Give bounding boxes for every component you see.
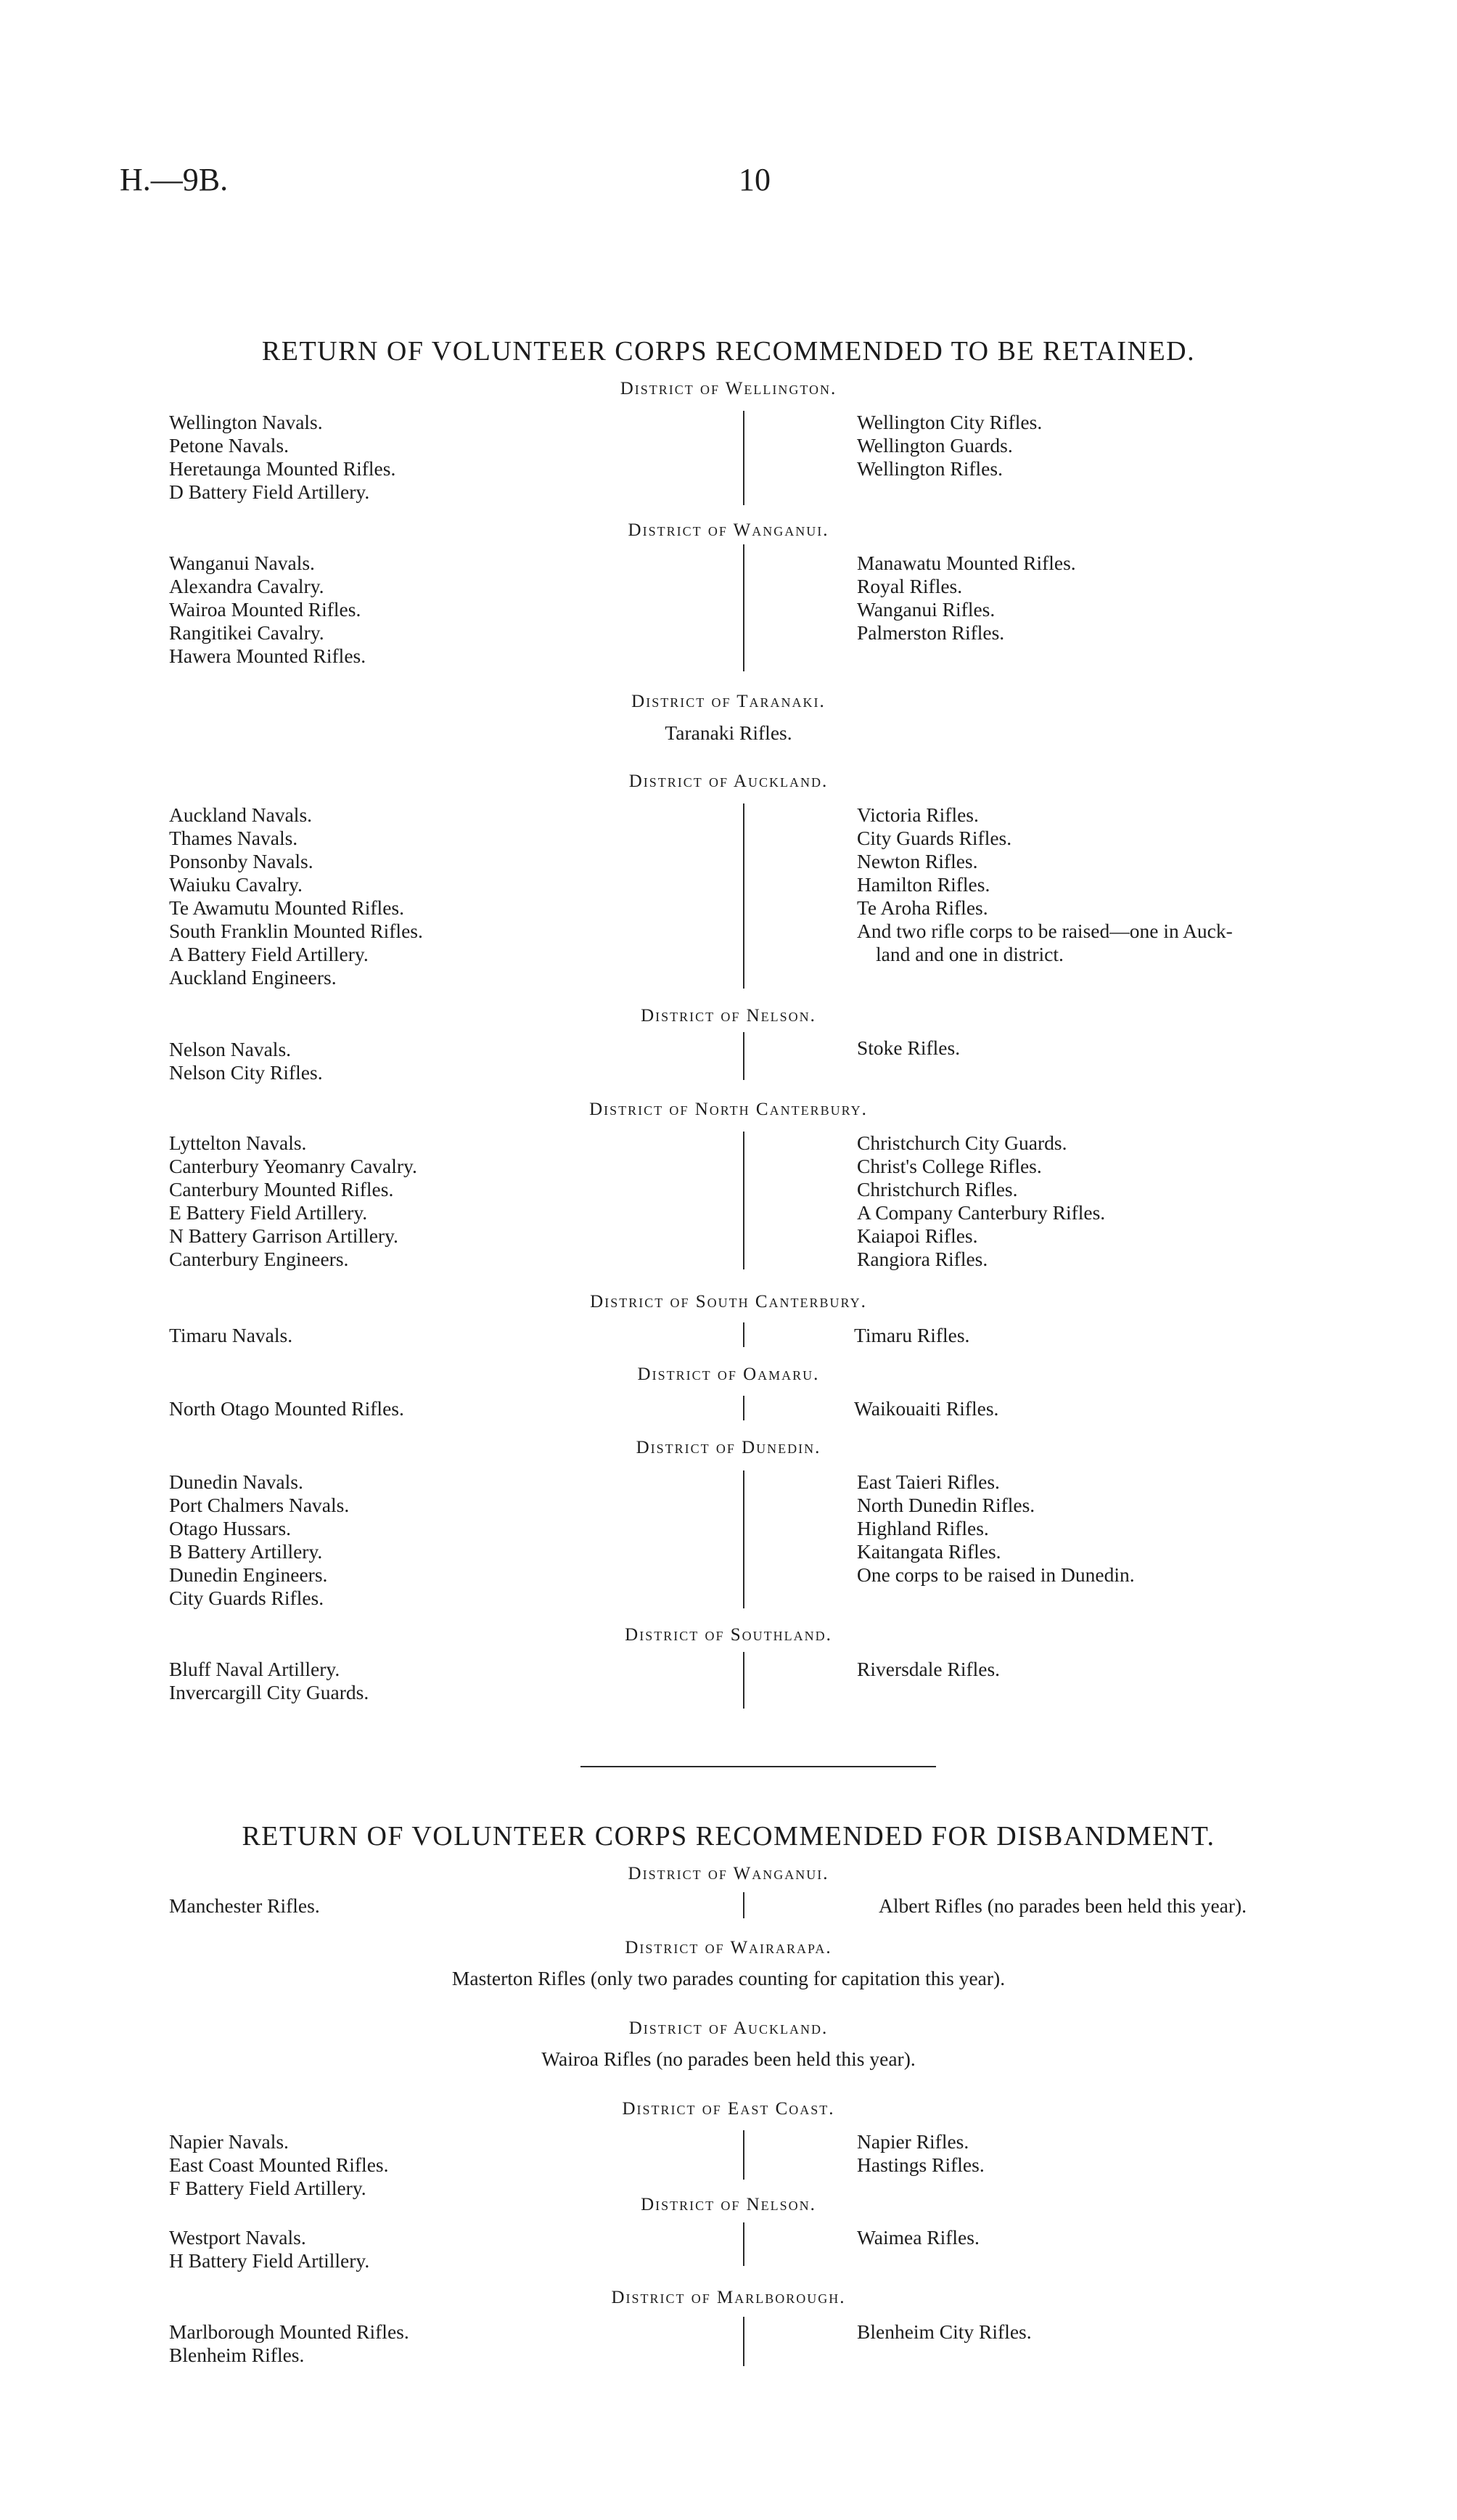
list-item: Wellington City Rifles. xyxy=(857,411,1043,433)
list-item: Te Awamutu Mounted Rifles. xyxy=(169,896,404,919)
list-item: Nelson City Rifles. xyxy=(169,1061,323,1084)
list-item: Lyttelton Navals. xyxy=(169,1132,307,1154)
district-heading-wellington: District of Wellington. xyxy=(620,379,837,398)
list-item: N Battery Garrison Artillery. xyxy=(169,1224,398,1247)
district-wanganui-disband-right-list xyxy=(879,1894,1247,1918)
district-auckland-right-list xyxy=(857,803,1233,966)
district-taranaki-entry: Taranaki Rifles. xyxy=(665,721,792,744)
list-item: Wellington Navals. xyxy=(169,411,323,433)
list-item: Rangiora Rifles. xyxy=(857,1248,988,1270)
list-item: One corps to be raised in Dunedin. xyxy=(857,1563,1135,1586)
list-item: Manchester Rifles. xyxy=(169,1894,320,1917)
list-item: Christchurch Rifles. xyxy=(857,1178,1018,1200)
list-item: Christchurch City Guards. xyxy=(857,1132,1067,1154)
section-separator xyxy=(580,1766,936,1767)
district-marlborough-right-list xyxy=(857,2320,1032,2344)
list-item: Riversdale Rifles. xyxy=(857,1658,1001,1680)
district-heading-oamaru: District of Oamaru. xyxy=(637,1365,820,1384)
section-title-retained: RETURN OF VOLUNTEER CORPS RECOMMENDED TO BE RETAINED. xyxy=(261,336,1196,367)
list-item: Timaru Navals. xyxy=(169,1324,293,1346)
district-south-canterbury-left-list xyxy=(169,1324,292,1347)
district-wairarapa-entry: Masterton Rifles (only two parades counting for capitation this year). xyxy=(451,1967,1006,1989)
list-item: Canterbury Engineers. xyxy=(169,1248,349,1270)
list-item: land and one in district. xyxy=(876,943,1064,965)
list-item: South Franklin Mounted Rifles. xyxy=(169,920,423,942)
district-heading-east-coast: District of East Coast. xyxy=(622,2099,835,2119)
list-item: Blenheim Rifles. xyxy=(169,2344,305,2366)
list-item: Westport Navals. xyxy=(169,2226,306,2249)
column-divider xyxy=(743,544,744,671)
list-item: F Battery Field Artillery. xyxy=(169,2177,366,2199)
column-divider xyxy=(743,1322,744,1347)
list-item: Kaiapoi Rifles. xyxy=(857,1224,978,1247)
district-marlborough-left-list xyxy=(169,2320,409,2367)
district-heading-auckland-disband: District of Auckland. xyxy=(628,2018,829,2038)
list-item: City Guards Rifles. xyxy=(857,827,1012,849)
column-divider xyxy=(743,1396,744,1420)
column-divider xyxy=(743,411,744,505)
column-divider xyxy=(743,2317,744,2366)
list-item: And two rifle corps to be raised—one in Auck- xyxy=(857,920,1233,942)
list-item: A Company Canterbury Rifles. xyxy=(857,1201,1106,1224)
list-item: A Battery Field Artillery. xyxy=(169,943,369,965)
district-north-canterbury-right-list xyxy=(857,1132,1105,1271)
column-divider xyxy=(743,1132,744,1269)
list-item: E Battery Field Artillery. xyxy=(169,1201,368,1224)
list-item: Royal Rifles. xyxy=(857,575,963,597)
list-item: Otago Hussars. xyxy=(169,1517,292,1539)
district-heading-wanganui-disband: District of Wanganui. xyxy=(628,1864,829,1883)
district-heading-nelson-disband: District of Nelson. xyxy=(641,2195,816,2214)
district-wanganui-right-list xyxy=(857,552,1076,645)
district-east-coast-left-list xyxy=(169,2130,388,2200)
district-southland-right-list xyxy=(857,1658,1000,1681)
list-item: Bluff Naval Artillery. xyxy=(169,1658,340,1680)
list-item: Ponsonby Navals. xyxy=(169,850,313,872)
list-item: Canterbury Mounted Rifles. xyxy=(169,1178,394,1200)
district-heading-wairarapa: District of Wairarapa. xyxy=(625,1938,832,1958)
district-north-canterbury-left-list xyxy=(169,1132,417,1271)
column-divider xyxy=(743,1652,744,1709)
district-east-coast-right-list xyxy=(857,2130,985,2177)
list-item: Christ's College Rifles. xyxy=(857,1155,1042,1177)
list-item: Wairoa Mounted Rifles. xyxy=(169,598,361,621)
list-item: City Guards Rifles. xyxy=(169,1587,324,1609)
document-reference: H.—9B. xyxy=(120,162,229,197)
list-item: Dunedin Navals. xyxy=(169,1470,303,1493)
column-divider xyxy=(743,1032,744,1080)
list-item: Palmerston Rifles. xyxy=(857,621,1005,644)
column-divider xyxy=(743,2222,744,2266)
list-item: Thames Navals. xyxy=(169,827,298,849)
list-item: Napier Navals. xyxy=(169,2130,289,2153)
list-item: Alexandra Cavalry. xyxy=(169,575,324,597)
list-item: Hawera Mounted Rifles. xyxy=(169,645,366,667)
district-heading-southland: District of Southland. xyxy=(625,1625,832,1645)
list-item: East Coast Mounted Rifles. xyxy=(169,2153,389,2176)
district-heading-nelson: District of Nelson. xyxy=(641,1006,816,1026)
district-auckland-disband-entry: Wairoa Rifles (no parades been held this year). xyxy=(541,2048,916,2070)
list-item: Wellington Guards. xyxy=(857,434,1013,457)
list-item: Stoke Rifles. xyxy=(857,1036,961,1059)
list-item: Auckland Engineers. xyxy=(169,966,337,989)
list-item: Timaru Rifles. xyxy=(854,1324,970,1346)
district-nelson-left-list xyxy=(169,1038,323,1084)
list-item: Wanganui Rifles. xyxy=(857,598,996,621)
list-item: Te Aroha Rifles. xyxy=(857,896,988,919)
district-heading-marlborough: District of Marlborough. xyxy=(611,2288,846,2307)
list-item: Wanganui Navals. xyxy=(169,552,315,574)
page-number: 10 xyxy=(739,162,771,197)
district-heading-taranaki: District of Taranaki. xyxy=(631,692,826,711)
list-item: Marlborough Mounted Rifles. xyxy=(169,2320,409,2343)
list-item: Waikouaiti Rifles. xyxy=(854,1397,999,1420)
column-divider xyxy=(743,803,744,989)
district-southland-left-list xyxy=(169,1658,369,1704)
district-heading-dunedin: District of Dunedin. xyxy=(636,1438,821,1457)
district-wanganui-disband-left-list xyxy=(169,1894,320,1918)
list-item: Blenheim City Rifles. xyxy=(857,2320,1032,2343)
list-item: Victoria Rifles. xyxy=(857,803,979,826)
column-divider xyxy=(743,1470,744,1608)
list-item: Kaitangata Rifles. xyxy=(857,1540,1001,1563)
list-item: Waimea Rifles. xyxy=(857,2226,980,2249)
district-auckland-left-list xyxy=(169,803,423,989)
list-item: Dunedin Engineers. xyxy=(169,1563,328,1586)
district-dunedin-left-list xyxy=(169,1470,349,1610)
list-item: East Taieri Rifles. xyxy=(857,1470,1000,1493)
list-item: North Dunedin Rifles. xyxy=(857,1494,1035,1516)
district-heading-wanganui: District of Wanganui. xyxy=(628,520,829,540)
list-item: Port Chalmers Navals. xyxy=(169,1494,350,1516)
district-heading-auckland: District of Auckland. xyxy=(628,772,829,791)
list-item: Invercargill City Guards. xyxy=(169,1681,369,1703)
list-item: Newton Rifles. xyxy=(857,850,978,872)
list-item: Petone Navals. xyxy=(169,434,289,457)
district-wellington-left-list xyxy=(169,411,395,504)
list-item: Hamilton Rifles. xyxy=(857,873,990,896)
list-item: Rangitikei Cavalry. xyxy=(169,621,324,644)
district-wellington-right-list xyxy=(857,411,1042,480)
district-nelson-disband-left-list xyxy=(169,2226,369,2272)
list-item: Wellington Rifles. xyxy=(857,457,1003,480)
column-divider xyxy=(743,1892,744,1918)
list-item: H Battery Field Artillery. xyxy=(169,2249,370,2272)
list-item: Napier Rifles. xyxy=(857,2130,969,2153)
list-item: Heretaunga Mounted Rifles. xyxy=(169,457,396,480)
column-divider xyxy=(743,2130,744,2180)
list-item: Auckland Navals. xyxy=(169,803,313,826)
list-item: Canterbury Yeomanry Cavalry. xyxy=(169,1155,417,1177)
list-item: North Otago Mounted Rifles. xyxy=(169,1397,404,1420)
district-heading-south-canterbury: District of South Canterbury. xyxy=(590,1292,867,1312)
list-item: D Battery Field Artillery. xyxy=(169,480,370,503)
district-wanganui-left-list xyxy=(169,552,366,668)
district-dunedin-right-list xyxy=(857,1470,1135,1587)
section-title-disbandment: RETURN OF VOLUNTEER CORPS RECOMMENDED FOR DISBANDMENT. xyxy=(242,1821,1215,1852)
district-nelson-right-list xyxy=(857,1036,960,1060)
district-oamaru-right-list xyxy=(854,1397,998,1420)
list-item: Highland Rifles. xyxy=(857,1517,989,1539)
district-heading-north-canterbury: District of North Canterbury. xyxy=(589,1100,868,1119)
district-south-canterbury-right-list xyxy=(854,1324,969,1347)
list-item: Manawatu Mounted Rifles. xyxy=(857,552,1076,574)
list-item: Hastings Rifles. xyxy=(857,2153,985,2176)
list-item: Waiuku Cavalry. xyxy=(169,873,303,896)
list-item: Nelson Navals. xyxy=(169,1038,292,1060)
district-oamaru-left-list xyxy=(169,1397,404,1420)
list-item: Albert Rifles (no parades been held this year). xyxy=(879,1894,1247,1917)
district-nelson-disband-right-list xyxy=(857,2226,980,2249)
list-item: B Battery Artillery. xyxy=(169,1540,323,1563)
